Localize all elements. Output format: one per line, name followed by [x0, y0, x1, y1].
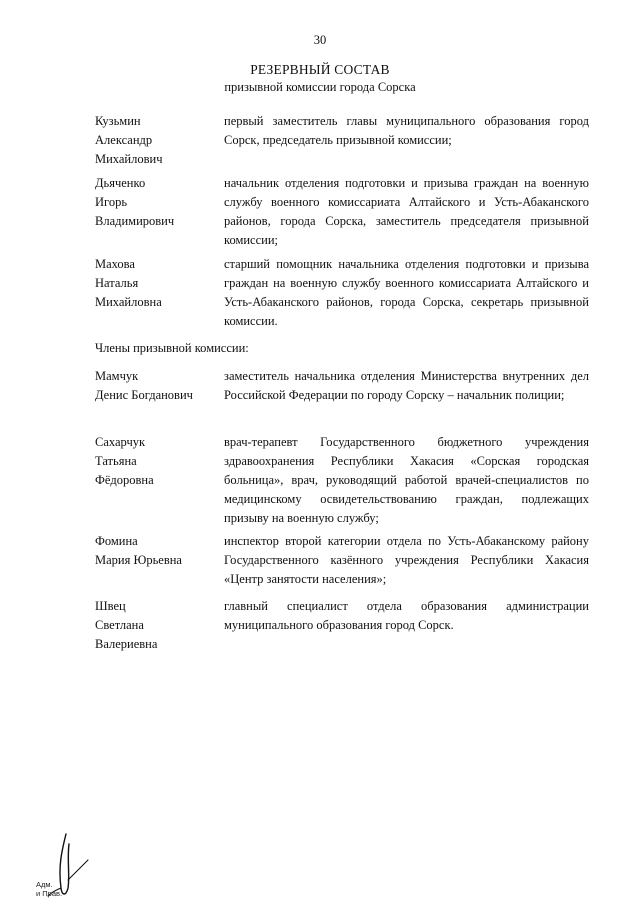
person-role: старший помощник начальника отделения подготовки и призыва граждан на военную службу военного комиссариата Алтайского и Усть-Абаканского районов, города Сорска, секретарь призывной комиссии.	[224, 257, 589, 328]
patronymic: Валериевна	[95, 637, 158, 651]
person-name	[95, 112, 220, 169]
page-number: 30	[313, 33, 327, 47]
surname: Фомина	[95, 534, 138, 548]
first-name: Татьяна	[95, 454, 137, 468]
first-name: Игорь	[95, 195, 128, 209]
person-name	[95, 597, 220, 654]
surname: Сахарчук	[95, 435, 146, 449]
patronymic: Фёдоровна	[95, 473, 154, 487]
person-name	[95, 532, 220, 570]
stamp-text: Адм. и Прав.	[36, 880, 63, 898]
patronymic: Владимирович	[95, 214, 175, 228]
person-role: первый заместитель главы муниципального образования город Сорск, председатель призывной комиссии;	[224, 114, 589, 147]
members-heading: Члены призывной комиссии:	[95, 341, 249, 355]
person-role: главный специалист отдела образования администрации муниципального образования город Сорск.	[224, 599, 589, 632]
patronymic: Михайловна	[95, 295, 162, 309]
surname: Швец	[95, 599, 126, 613]
document-title: РЕЗЕРВНЫЙ СОСТАВ	[250, 62, 390, 77]
person-name	[95, 255, 220, 312]
surname: Махова	[95, 257, 135, 271]
surname: Дьяченко	[95, 176, 146, 190]
person-name	[95, 433, 220, 490]
person-name	[95, 367, 220, 405]
patronymic: Михайлович	[95, 152, 163, 166]
first-name: Александр	[95, 133, 153, 147]
person-role: заместитель начальника отделения Министерства внутренних дел Российской Федерации по городу Сорску – начальник полиции;	[224, 369, 589, 402]
document-subtitle: призывной комиссии города Сорска	[224, 80, 416, 94]
person-role: начальник отделения подготовки и призыва граждан на военную службу военного комиссариата Алтайского и Усть-Абаканского районов, города Сорска, заместитель председателя призывной комиссии;	[224, 176, 589, 247]
surname: Кузьмин	[95, 114, 141, 128]
first-name: Светлана	[95, 618, 144, 632]
first-name: Денис Богданович	[95, 388, 193, 402]
person-role: врач-терапевт Государственного бюджетного учреждения здравоохранения Республики Хакасия «Сорская городская больница», врач, руководящий работой врачей-специалистов по медицинскому освидетельствованию граждан, подлежащих призыву на военную службу;	[224, 435, 589, 525]
surname: Мамчук	[95, 369, 139, 383]
first-name: Наталья	[95, 276, 139, 290]
first-name: Мария Юрьевна	[95, 553, 182, 567]
person-role: инспектор второй категории отдела по Усть-Абаканскому району Государственного казённого учреждения Республики Хакасия «Центр занятости населения»;	[224, 534, 589, 586]
person-name	[95, 174, 220, 231]
